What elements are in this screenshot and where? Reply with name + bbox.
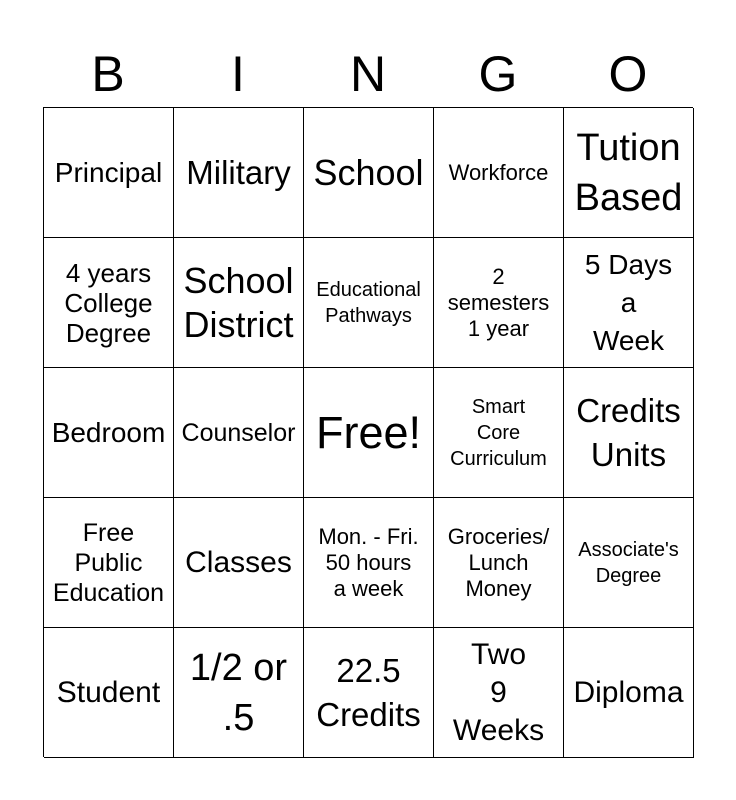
bingo-cell[interactable]: Principal	[44, 108, 174, 238]
bingo-cell[interactable]: 5 Days a Week	[564, 238, 694, 368]
bingo-cell[interactable]: Credits Units	[564, 368, 694, 498]
header-letter-i: I	[231, 46, 245, 102]
bingo-cell[interactable]: 22.5 Credits	[304, 628, 434, 758]
header-letter-o: O	[608, 46, 648, 102]
bingo-cell[interactable]: Workforce	[434, 108, 564, 238]
bingo-cell[interactable]: Classes	[174, 498, 304, 628]
bingo-cell[interactable]: Educational Pathways	[304, 238, 434, 368]
bingo-cell[interactable]: 1/2 or .5	[174, 628, 304, 758]
free-space[interactable]: Free!	[304, 368, 434, 498]
header-letter-g: G	[478, 46, 518, 102]
bingo-header	[43, 44, 693, 104]
bingo-cell[interactable]: Smart Core Curriculum	[434, 368, 564, 498]
bingo-cell[interactable]: Military	[174, 108, 304, 238]
bingo-cell[interactable]: Groceries/ Lunch Money	[434, 498, 564, 628]
bingo-cell[interactable]: School	[304, 108, 434, 238]
bingo-cell[interactable]: Student	[44, 628, 174, 758]
bingo-cell[interactable]: Associate's Degree	[564, 498, 694, 628]
bingo-cell[interactable]: Two 9 Weeks	[434, 628, 564, 758]
header-letter-b: B	[91, 46, 125, 102]
bingo-cell[interactable]: Counselor	[174, 368, 304, 498]
header-letter-n: N	[349, 46, 387, 102]
bingo-cell[interactable]: School District	[174, 238, 304, 368]
bingo-cell[interactable]: 2 semesters 1 year	[434, 238, 564, 368]
bingo-card-grid	[43, 107, 693, 757]
bingo-cell[interactable]: 4 years College Degree	[44, 238, 174, 368]
bingo-cell[interactable]: Bedroom	[44, 368, 174, 498]
bingo-cell[interactable]: Free Public Education	[44, 498, 174, 628]
bingo-cell[interactable]: Mon. - Fri. 50 hours a week	[304, 498, 434, 628]
bingo-cell[interactable]: Diploma	[564, 628, 694, 758]
bingo-cell[interactable]: Tution Based	[564, 108, 694, 238]
